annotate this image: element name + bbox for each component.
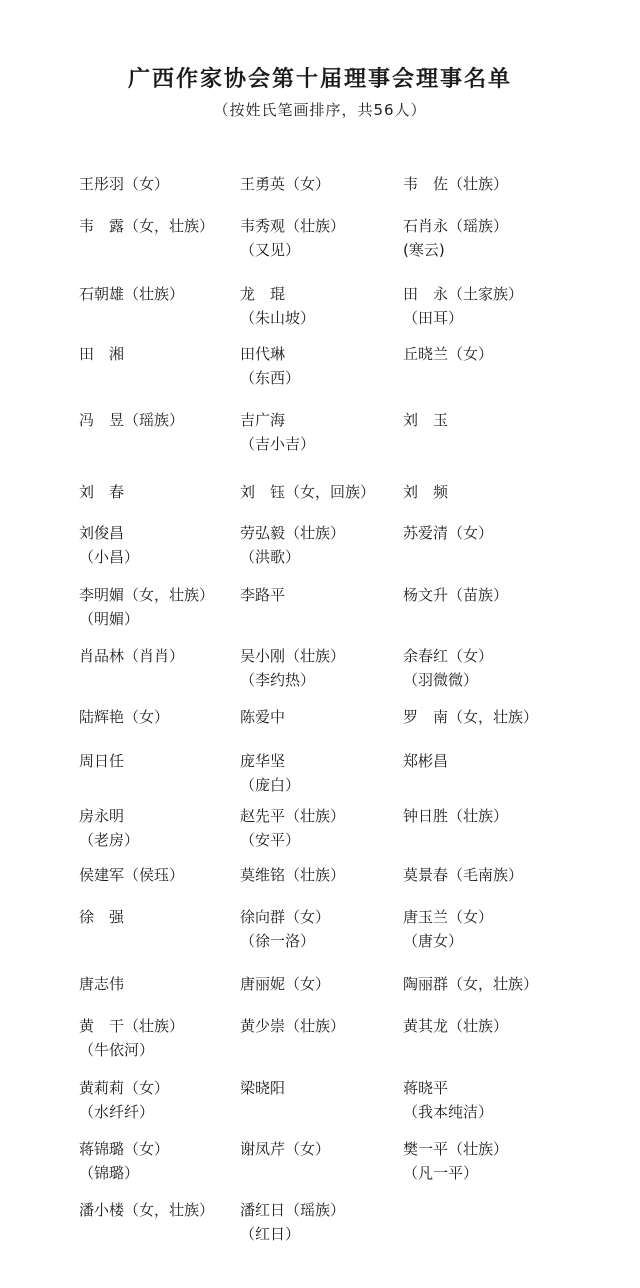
member-name: 罗 南（女，壮族）: [403, 708, 539, 726]
member-name: 田 湘: [79, 345, 125, 363]
member-entry: [79, 583, 214, 631]
member-entry: [403, 972, 538, 996]
member-alias: （安平）: [240, 831, 301, 849]
member-name: 龙 琨: [240, 285, 286, 303]
member-name: 王勇英（女）: [240, 175, 331, 193]
member-name: 莫维铭（壮族）: [240, 866, 346, 884]
member-name: 黄 干（壮族）: [79, 1017, 185, 1035]
member-alias: （我本纯洁）: [403, 1103, 494, 1121]
member-name: 周日任: [79, 752, 125, 770]
member-name: 庞华坚: [240, 752, 286, 770]
member-alias: （小昌）: [79, 548, 140, 566]
member-name: 唐玉兰（女）: [403, 908, 494, 926]
member-name: 黄莉莉（女）: [79, 1079, 170, 1097]
member-entry: [240, 172, 330, 196]
member-entry: [79, 172, 169, 196]
member-name: 杨文升（苗族）: [403, 586, 509, 604]
member-entry: [240, 583, 285, 607]
member-name: 谢凤芹（女）: [240, 1140, 331, 1158]
member-name: 田 永（土家族）: [403, 285, 524, 303]
member-name: 刘 春: [79, 483, 125, 501]
member-name: 田代琳: [240, 345, 286, 363]
member-entry: [79, 521, 139, 569]
member-entry: [79, 408, 184, 432]
member-entry: [240, 705, 285, 729]
member-name: 冯 昱（瑶族）: [79, 411, 185, 429]
member-alias: （吉小吉）: [240, 435, 316, 453]
member-entry: [79, 342, 124, 366]
member-alias: （庞白）: [240, 776, 301, 794]
member-entry: [403, 863, 523, 887]
member-entry: [403, 583, 508, 607]
member-entry: [79, 480, 124, 504]
member-entry: [79, 749, 124, 773]
member-name: 房永明: [79, 807, 125, 825]
member-entry: [240, 1014, 345, 1038]
member-alias: （老房）: [79, 831, 140, 849]
member-entry: [240, 749, 300, 797]
member-alias: （田耳）: [403, 309, 464, 327]
member-name: 韦 露（女，壮族）: [79, 217, 215, 235]
member-name: 钟日胜（壮族）: [403, 807, 509, 825]
member-entry: [240, 972, 330, 996]
member-entry: [79, 1137, 169, 1185]
member-alias: （朱山坡）: [240, 309, 316, 327]
member-entry: [403, 804, 508, 828]
member-entry: [79, 282, 184, 306]
member-entry: [240, 408, 315, 456]
member-entry: [240, 905, 330, 953]
member-entry: [240, 1198, 345, 1246]
member-entry: [240, 863, 345, 887]
member-entry: [79, 1076, 169, 1124]
member-name: 石朝雄（壮族）: [79, 285, 185, 303]
member-entry: [403, 644, 493, 692]
member-entry: [79, 863, 184, 887]
member-alias: （又见）: [240, 241, 301, 259]
member-name: 陈爱中: [240, 708, 286, 726]
member-entry: [403, 749, 448, 773]
member-entry: [403, 214, 508, 262]
member-entry: [240, 342, 300, 390]
member-name: 韦 佐（壮族）: [403, 175, 509, 193]
member-entry: [240, 804, 345, 852]
member-entry: [403, 480, 448, 504]
member-entry: [240, 480, 375, 504]
member-entry: [79, 804, 139, 852]
member-entry: [240, 214, 345, 262]
member-name: 蒋晓平: [403, 1079, 449, 1097]
member-alias: （明媚）: [79, 610, 140, 628]
member-name: 李路平: [240, 586, 286, 604]
page-title: 广西作家协会第十届理事会理事名单: [127, 67, 512, 92]
member-entry: [240, 1076, 285, 1100]
member-alias: （徐一洛）: [240, 932, 316, 950]
member-alias: （唐女）: [403, 932, 464, 950]
member-entry: [240, 1137, 330, 1161]
member-name: 黄少崇（壮族）: [240, 1017, 346, 1035]
member-alias: （水纤纤）: [79, 1103, 155, 1121]
member-name: 郑彬昌: [403, 752, 449, 770]
member-name: 樊一平（壮族）: [403, 1140, 509, 1158]
member-name: 刘 玉: [403, 411, 449, 429]
member-entry: [403, 1076, 493, 1124]
member-name: 韦秀观（壮族）: [240, 217, 346, 235]
member-entry: [79, 705, 169, 729]
member-entry: [403, 705, 538, 729]
member-entry: [240, 282, 315, 330]
member-name: 陶丽群（女，壮族）: [403, 975, 539, 993]
member-entry: [403, 408, 448, 432]
member-name: 唐志伟: [79, 975, 125, 993]
member-entry: [79, 1014, 184, 1062]
member-entry: [240, 521, 345, 569]
member-alias: （凡一平）: [403, 1164, 479, 1182]
member-alias: （李约热）: [240, 671, 316, 689]
member-entry: [240, 644, 345, 692]
member-name: 刘 钰（女，回族）: [240, 483, 376, 501]
member-name: 侯建军（侯珏）: [79, 866, 185, 884]
member-name: 石肖永（瑶族）: [403, 217, 509, 235]
member-name: 余春红（女）: [403, 647, 494, 665]
member-entry: [403, 905, 493, 953]
member-entry: [403, 342, 493, 366]
member-entry: [403, 521, 493, 545]
member-name: 王彤羽（女）: [79, 175, 170, 193]
member-name: 梁晓阳: [240, 1079, 286, 1097]
member-name: 刘俊昌: [79, 524, 125, 542]
member-entry: [403, 1137, 508, 1185]
member-name: 丘晓兰（女）: [403, 345, 494, 363]
member-alias: （东西）: [240, 369, 301, 387]
member-name: 莫景春（毛南族）: [403, 866, 524, 884]
member-name: 陆辉艳（女）: [79, 708, 170, 726]
member-entry: [79, 644, 184, 668]
member-name: 劳弘毅（壮族）: [240, 524, 346, 542]
member-entry: [403, 1014, 508, 1038]
member-name: 唐丽妮（女）: [240, 975, 331, 993]
member-entry: [79, 905, 124, 929]
member-name: 潘红日（瑶族）: [240, 1201, 346, 1219]
member-name: 潘小楼（女，壮族）: [79, 1201, 215, 1219]
member-name: 肖品林（肖肖）: [79, 647, 185, 665]
member-name: 李明媚（女，壮族）: [79, 586, 215, 604]
member-entry: [403, 172, 508, 196]
member-entry: [79, 214, 214, 238]
member-name: 徐 强: [79, 908, 125, 926]
member-name: 蒋锦璐（女）: [79, 1140, 170, 1158]
member-alias: （锦璐）: [79, 1164, 140, 1182]
member-alias: （洪歌）: [240, 548, 301, 566]
member-alias: (寒云): [403, 241, 445, 259]
member-entry: [79, 972, 124, 996]
member-name: 赵先平（壮族）: [240, 807, 346, 825]
member-alias: （红日）: [240, 1225, 301, 1243]
member-entry: [79, 1198, 214, 1222]
member-name: 吴小刚（壮族）: [240, 647, 346, 665]
member-alias: （牛依河）: [79, 1041, 155, 1059]
member-name: 苏爱清（女）: [403, 524, 494, 542]
member-name: 黄其龙（壮族）: [403, 1017, 509, 1035]
member-name: 刘 频: [403, 483, 449, 501]
member-name: 徐向群（女）: [240, 908, 331, 926]
member-alias: （羽微微）: [403, 671, 479, 689]
page-subtitle: （按姓氏笔画排序，共56人）: [213, 101, 427, 119]
member-entry: [403, 282, 523, 330]
member-name: 吉广海: [240, 411, 286, 429]
